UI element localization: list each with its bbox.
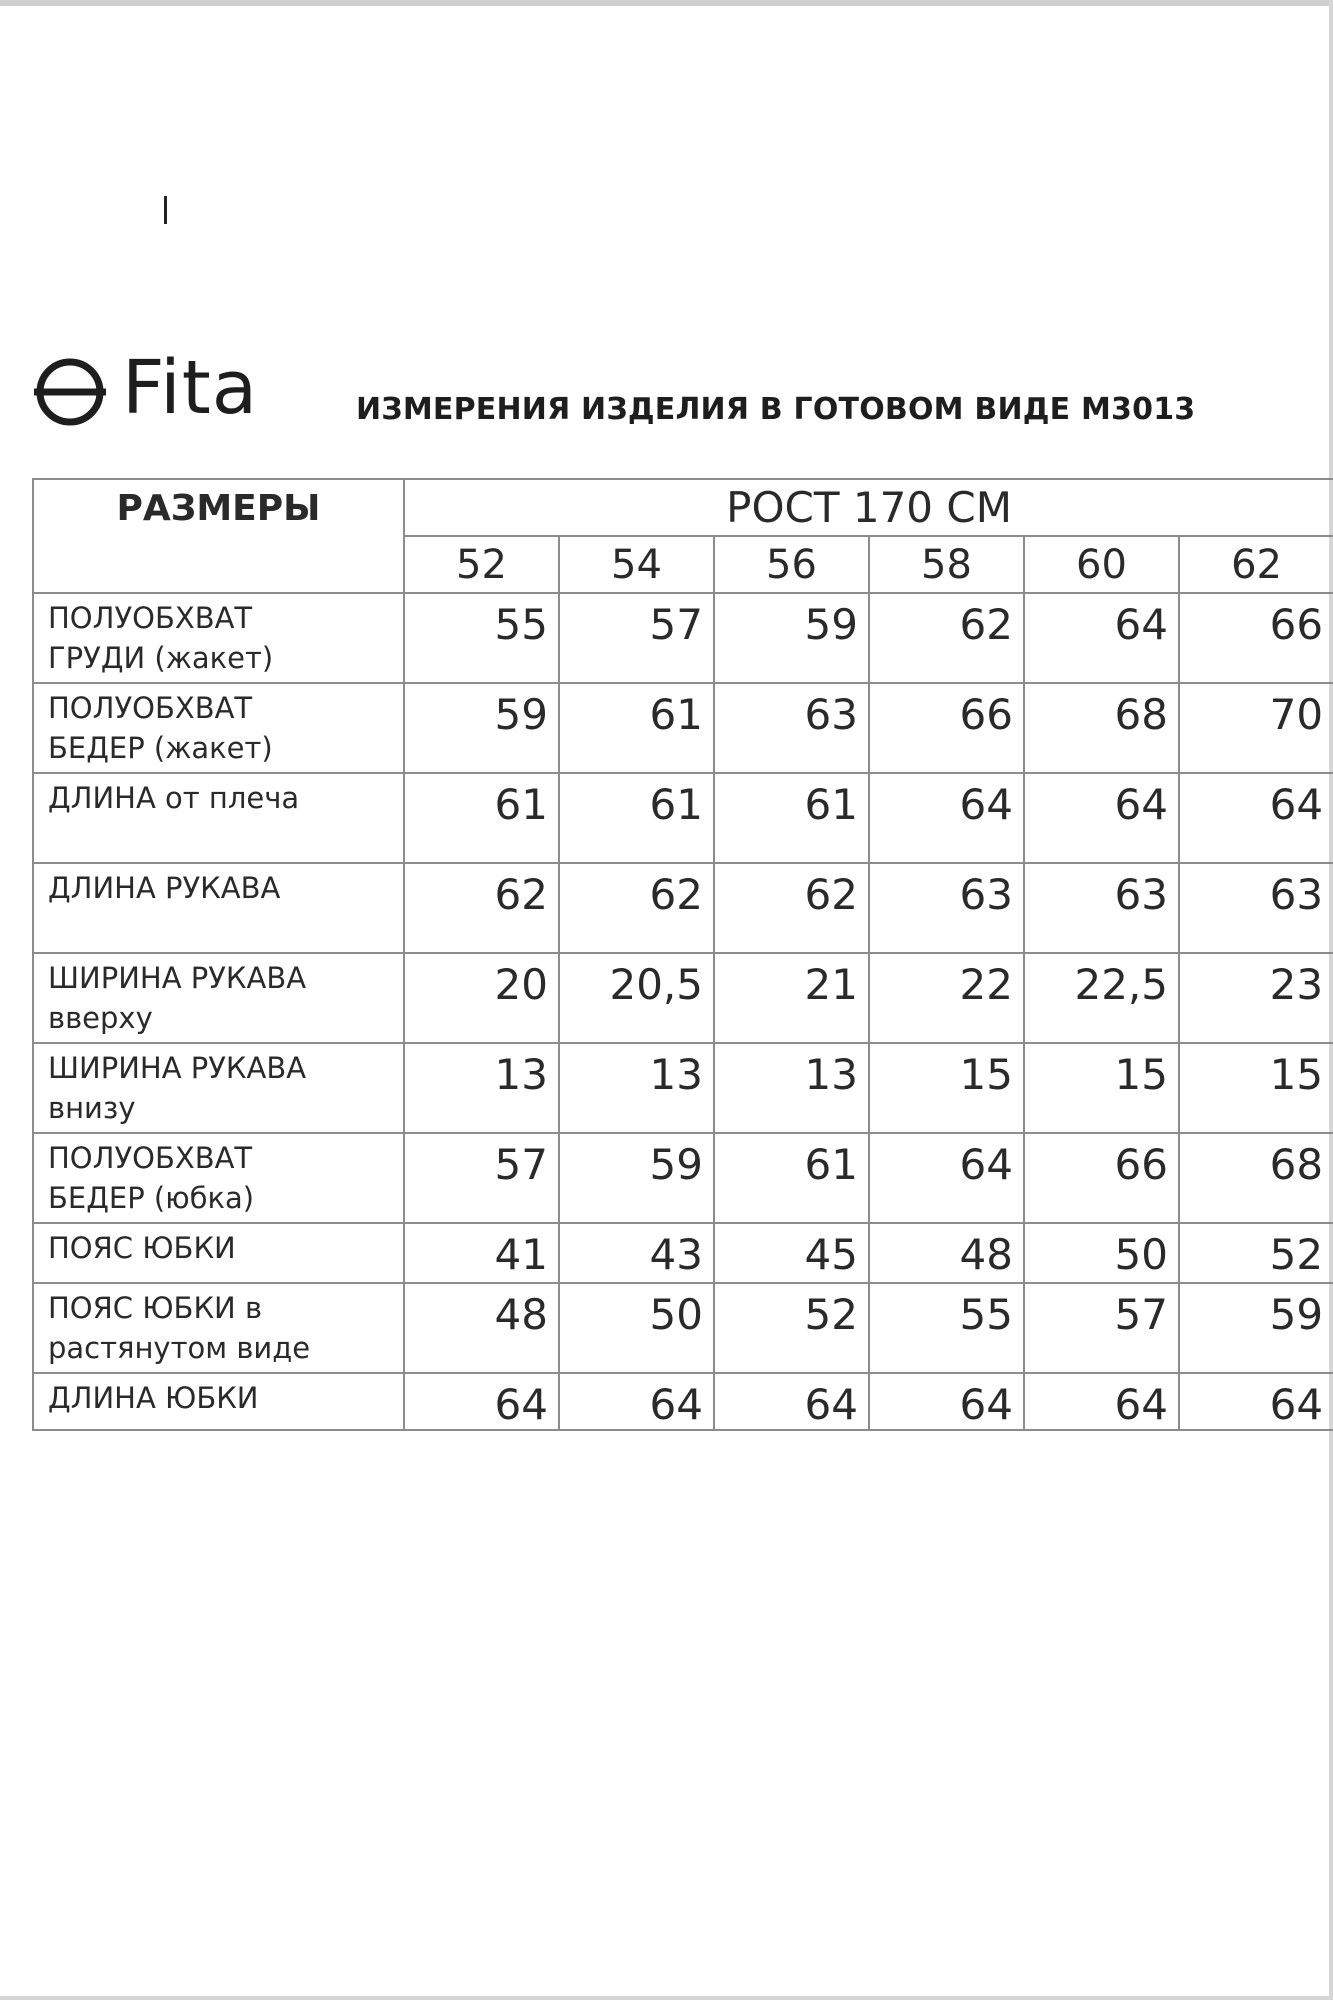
table-row xyxy=(33,593,1333,683)
value-cell: 15 xyxy=(869,1043,1024,1133)
value-cell: 23 xyxy=(1179,953,1333,1043)
value-cell: 52 xyxy=(714,1283,869,1373)
parameter-label: ПОЛУОБХВАТ xyxy=(48,601,253,635)
table-row xyxy=(33,683,1333,773)
value-cell: 62 xyxy=(714,863,869,953)
size-header-cell: 52 xyxy=(404,536,559,593)
parameter-cell xyxy=(33,863,404,953)
value-cell: 61 xyxy=(714,1133,869,1223)
value-cell: 50 xyxy=(1024,1223,1179,1283)
value-cell: 20,5 xyxy=(559,953,714,1043)
value-cell: 61 xyxy=(404,773,559,863)
value-cell: 45 xyxy=(714,1223,869,1283)
parameter-cell xyxy=(33,953,404,1043)
value-cell: 64 xyxy=(1179,1373,1333,1430)
value-cell: 64 xyxy=(1024,1373,1179,1430)
table-row xyxy=(33,773,1333,863)
value-cell: 59 xyxy=(559,1133,714,1223)
value-cell: 62 xyxy=(559,863,714,953)
value-cell: 64 xyxy=(404,1373,559,1430)
value-cell: 21 xyxy=(714,953,869,1043)
text-cursor-mark xyxy=(164,196,167,224)
table-row xyxy=(33,1043,1333,1133)
value-cell: 22 xyxy=(869,953,1024,1043)
value-cell: 59 xyxy=(1179,1283,1333,1373)
parameter-label: растянутом виде xyxy=(48,1331,311,1365)
top-border xyxy=(0,0,1333,6)
value-cell: 59 xyxy=(714,593,869,683)
value-cell: 64 xyxy=(1024,773,1179,863)
value-cell: 64 xyxy=(869,773,1024,863)
parameter-cell xyxy=(33,1283,404,1373)
size-header-cell: 58 xyxy=(869,536,1024,593)
value-cell: 66 xyxy=(869,683,1024,773)
value-cell: 59 xyxy=(404,683,559,773)
size-header-cell: 54 xyxy=(559,536,714,593)
value-cell: 48 xyxy=(404,1283,559,1373)
parameter-cell xyxy=(33,1133,404,1223)
parameter-cell xyxy=(33,1043,404,1133)
height-header: РОСТ 170 СМ xyxy=(404,479,1333,536)
value-cell: 13 xyxy=(559,1043,714,1133)
size-header-cell: 56 xyxy=(714,536,869,593)
value-cell: 57 xyxy=(1024,1283,1179,1373)
table-row xyxy=(33,1133,1333,1223)
value-cell: 57 xyxy=(559,593,714,683)
value-cell: 66 xyxy=(1179,593,1333,683)
table-row xyxy=(33,863,1333,953)
table-row xyxy=(33,1373,1333,1430)
value-cell: 52 xyxy=(1179,1223,1333,1283)
value-cell: 64 xyxy=(869,1373,1024,1430)
parameter-label: ГРУДИ (жакет) xyxy=(48,641,274,675)
parameter-label: ШИРИНА РУКАВА xyxy=(48,1051,307,1085)
parameter-cell xyxy=(33,593,404,683)
value-cell: 55 xyxy=(869,1283,1024,1373)
value-cell: 64 xyxy=(714,1373,869,1430)
parameter-cell xyxy=(33,773,404,863)
measurements-table-wrap xyxy=(32,478,1333,1431)
value-cell: 61 xyxy=(559,773,714,863)
value-cell: 63 xyxy=(1024,863,1179,953)
value-cell: 62 xyxy=(869,593,1024,683)
parameter-label: ДЛИНА ЮБКИ xyxy=(48,1381,259,1415)
brand-name: Fita xyxy=(122,345,259,431)
value-cell: 70 xyxy=(1179,683,1333,773)
value-cell: 48 xyxy=(869,1223,1024,1283)
value-cell: 68 xyxy=(1024,683,1179,773)
parameter-label: ПОЛУОБХВАТ xyxy=(48,691,253,725)
value-cell: 61 xyxy=(559,683,714,773)
value-cell: 55 xyxy=(404,593,559,683)
value-cell: 68 xyxy=(1179,1133,1333,1223)
value-cell: 64 xyxy=(1024,593,1179,683)
parameter-label: ПОЯС ЮБКИ в xyxy=(48,1291,263,1325)
value-cell: 20 xyxy=(404,953,559,1043)
size-header-cell: 62 xyxy=(1179,536,1333,593)
value-cell: 63 xyxy=(714,683,869,773)
value-cell: 41 xyxy=(404,1223,559,1283)
value-cell: 50 xyxy=(559,1283,714,1373)
parameter-label: ПОЯС ЮБКИ xyxy=(48,1231,236,1265)
parameter-cell xyxy=(33,1223,404,1283)
table-row xyxy=(33,1223,1333,1283)
measurements-table xyxy=(32,478,1333,1431)
bottom-border xyxy=(0,1996,1333,2000)
parameter-label: БЕДЕР (жакет) xyxy=(48,731,273,765)
measurements-body xyxy=(33,593,1333,1430)
table-row xyxy=(33,1283,1333,1373)
value-cell: 63 xyxy=(869,863,1024,953)
parameter-label: ДЛИНА от плеча xyxy=(48,781,300,815)
size-header-cell: 60 xyxy=(1024,536,1179,593)
value-cell: 62 xyxy=(404,863,559,953)
fita-logo-icon xyxy=(32,350,108,426)
value-cell: 15 xyxy=(1179,1043,1333,1133)
value-cell: 13 xyxy=(404,1043,559,1133)
value-cell: 63 xyxy=(1179,863,1333,953)
value-cell: 64 xyxy=(559,1373,714,1430)
value-cell: 66 xyxy=(1024,1133,1179,1223)
value-cell: 43 xyxy=(559,1223,714,1283)
parameter-label: вверху xyxy=(48,1001,153,1035)
value-cell: 64 xyxy=(1179,773,1333,863)
parameter-label: ДЛИНА РУКАВА xyxy=(48,871,281,905)
parameter-label: БЕДЕР (юбка) xyxy=(48,1181,255,1215)
value-cell: 64 xyxy=(869,1133,1024,1223)
parameter-label: ПОЛУОБХВАТ xyxy=(48,1141,253,1175)
value-cell: 22,5 xyxy=(1024,953,1179,1043)
brand-logo xyxy=(32,345,259,431)
table-row xyxy=(33,953,1333,1043)
value-cell: 61 xyxy=(714,773,869,863)
parameter-cell xyxy=(33,1373,404,1430)
value-cell: 15 xyxy=(1024,1043,1179,1133)
parameter-cell xyxy=(33,683,404,773)
parameter-label: ШИРИНА РУКАВА xyxy=(48,961,307,995)
value-cell: 57 xyxy=(404,1133,559,1223)
parameter-label: внизу xyxy=(48,1091,136,1125)
value-cell: 13 xyxy=(714,1043,869,1133)
document-title: ИЗМЕРЕНИЯ ИЗДЕЛИЯ В ГОТОВОМ ВИДЕ М3013 xyxy=(356,392,1196,427)
sizes-header: РАЗМЕРЫ xyxy=(33,479,404,593)
